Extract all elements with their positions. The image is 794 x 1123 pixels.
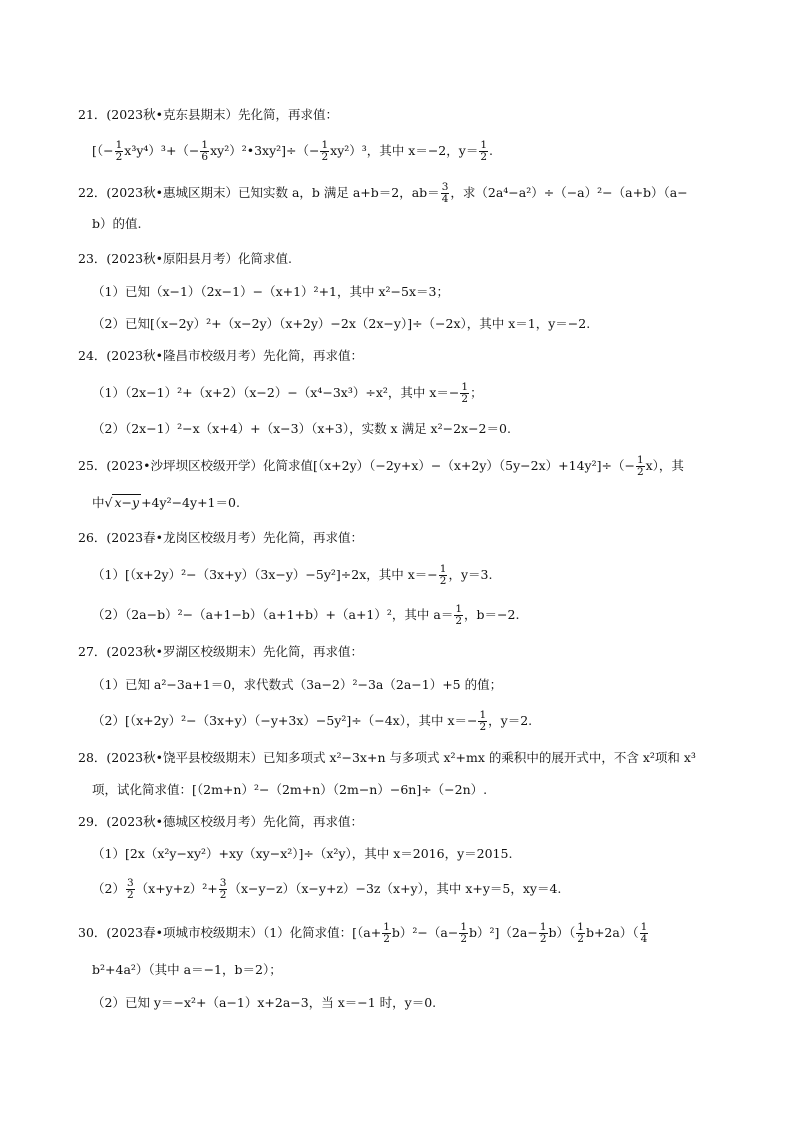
problem-30-line-3: （2）已知 y＝−x²+（a−1）x+2a−3，当 x＝−1 时，y＝0. <box>92 995 437 1010</box>
problem-24-heading: 24．(2023秋•隆昌市校级月考）先化简，再求值： <box>78 348 363 363</box>
fraction: $\frac{1}{2}$ <box>321 139 329 163</box>
problem-22-line-2: b）的值. <box>92 216 142 231</box>
fraction: $\frac{1}{2}$ <box>479 709 487 733</box>
p22-text: 22．(2023秋•惠城区期末）已知实数 a，b 满足 a+b＝2，ab＝ <box>78 185 440 200</box>
problem-23-part-2: （2）已知[（x−2y）²+（x−2y）（x+2y）−2x（2x−y）]÷（−2x），其中 x＝1，y＝−2. <box>92 316 591 331</box>
problem-25-line-2 <box>92 493 240 513</box>
p21-expr-part: [（− <box>92 143 114 158</box>
problem-26-heading: 26．(2023春•龙岗区校级月考）先化简，再求值： <box>78 530 363 545</box>
problem-30-line-1 <box>78 922 649 945</box>
fraction: $\frac{3}{2}$ <box>126 877 134 901</box>
fraction: $\frac{1}{2}$ <box>455 603 463 627</box>
p30-text: b）²−（a− <box>391 925 459 940</box>
problem-21-heading: 21．(2023秋•克东县期末）先化简，再求值： <box>78 107 338 122</box>
problem-22-line-1 <box>78 182 688 205</box>
problem-26-part-2 <box>92 604 519 627</box>
fraction: $\frac{1}{2}$ <box>460 921 468 945</box>
fraction: $\frac{1}{2}$ <box>115 139 123 163</box>
p25-text: +4y²−4y+1＝0. <box>141 495 240 510</box>
problem-30-line-2: b²+4a²）（其中 a＝−1，b＝2）； <box>92 962 282 977</box>
problem-27-part-2 <box>92 710 532 733</box>
p25-text: 25．(2023•沙坪坝区校级开学）化简求值[（x+2y）（−2y+x）−（x+2y）（5y−2x）+14y²]÷（− <box>78 458 635 473</box>
problem-28-line-2: 项，试化简求值：[（2m+n）²−（2m+n）（2m−n）−6n]÷（−2n）. <box>92 782 488 797</box>
fraction: $\frac{3}{4}$ <box>441 181 449 205</box>
fraction: $\frac{1}{6}$ <box>201 139 209 163</box>
p21-expr-part: xy²）²•3xy²]÷（− <box>210 143 320 158</box>
p24-text: （1）（2x−1）²+（x+2）（x−2）−（x⁴−3x³）÷x²，其中 x＝− <box>92 385 460 400</box>
p29-text: （x+y+z）²+ <box>135 881 218 896</box>
fraction: $\frac{1}{2}$ <box>636 454 644 478</box>
p27-text: （2）[（x+2y）²−（3x+y）（−y+3x）−5y²]÷（−4x），其中 x＝− <box>92 713 478 728</box>
fraction: $\frac{1}{2}$ <box>461 381 469 405</box>
p21-expr-part: xy²）³，其中 x＝−2，y＝ <box>330 143 479 158</box>
problem-23-heading: 23．(2023秋•原阳县月考）化简求值. <box>78 251 292 266</box>
fraction: $\frac{1}{2}$ <box>480 139 488 163</box>
problem-23-part-1: （1）已知（x−1）（2x−1）−（x+1）²+1，其中 x²−5x＝3； <box>92 284 449 299</box>
p30-text: b）²]（2a− <box>469 925 538 940</box>
problem-29-heading: 29．(2023秋•德城区校级月考）先化简，再求值： <box>78 814 363 829</box>
problem-26-part-1 <box>92 564 492 587</box>
square-root: √ x−y <box>104 495 140 510</box>
p30-text: 30．(2023春•项城市校级期末）（1）化简求值：[（a+ <box>78 925 382 940</box>
p30-text: b）（ <box>548 925 576 940</box>
problem-25-line-1 <box>78 455 684 478</box>
problem-27-part-1: （1）已知 a²−3a+1＝0，求代数式（3a−2）²−3a（2a−1）+5 的值； <box>92 677 503 692</box>
p29-text: （x−y−z）（x−y+z）−3z（x+y），其中 x+y＝5，xy＝4. <box>228 881 562 896</box>
p25-text: x），其 <box>645 458 684 473</box>
fraction: $\frac{1}{2}$ <box>539 921 547 945</box>
problem-28-line-1: 28．(2023秋•饶平县校级期末）已知多项式 x²−3x+n 与多项式 x²+mx 的乘积中的展开式中，不含 x²项和 x³ <box>78 750 696 765</box>
p27-text: ，y＝2. <box>488 713 533 728</box>
p26-text: ，b＝−2. <box>464 607 520 622</box>
fraction: $\frac{1}{4}$ <box>640 921 648 945</box>
fraction: $\frac{1}{2}$ <box>577 921 584 945</box>
fraction: $\frac{1}{2}$ <box>383 921 390 945</box>
p30-text: b+2a）（ <box>585 925 639 940</box>
p21-expr-part: x³y⁴）³+（− <box>124 143 200 158</box>
p24-text: ； <box>470 385 483 400</box>
p29-text: （2） <box>92 881 125 896</box>
problem-27-heading: 27．(2023秋•罗湖区校级期末）先化简，再求值： <box>78 644 363 659</box>
p25-text: 中 <box>92 495 105 510</box>
p26-text: （2）（2a−b）²−（a+1−b）（a+1+b）+（a+1）²，其中 a＝ <box>92 607 454 622</box>
p22-text: ，求（2a⁴−a²）÷（−a）²−（a+b）（a− <box>450 185 688 200</box>
problem-21-expression <box>92 140 493 163</box>
problem-29-part-2 <box>92 878 561 901</box>
problem-24-part-2: （2）（2x−1）²−x（x+4）+（x−3）（x+3），实数 x 满足 x²−2x−2＝0. <box>92 421 511 436</box>
p26-text: ，y＝3. <box>448 567 493 582</box>
problem-29-part-1: （1）[2x（x²y−xy²）+xy（xy−x²）]÷（x²y），其中 x＝2016，y＝2015. <box>92 846 513 861</box>
p26-text: （1）[（x+2y）²−（3x+y）（3x−y）−5y²]÷2x，其中 x＝− <box>92 567 438 582</box>
p21-expr-part: . <box>489 143 493 158</box>
fraction: $\frac{1}{2}$ <box>439 563 447 587</box>
problem-24-part-1 <box>92 382 483 405</box>
fraction: $\frac{3}{2}$ <box>219 877 227 901</box>
